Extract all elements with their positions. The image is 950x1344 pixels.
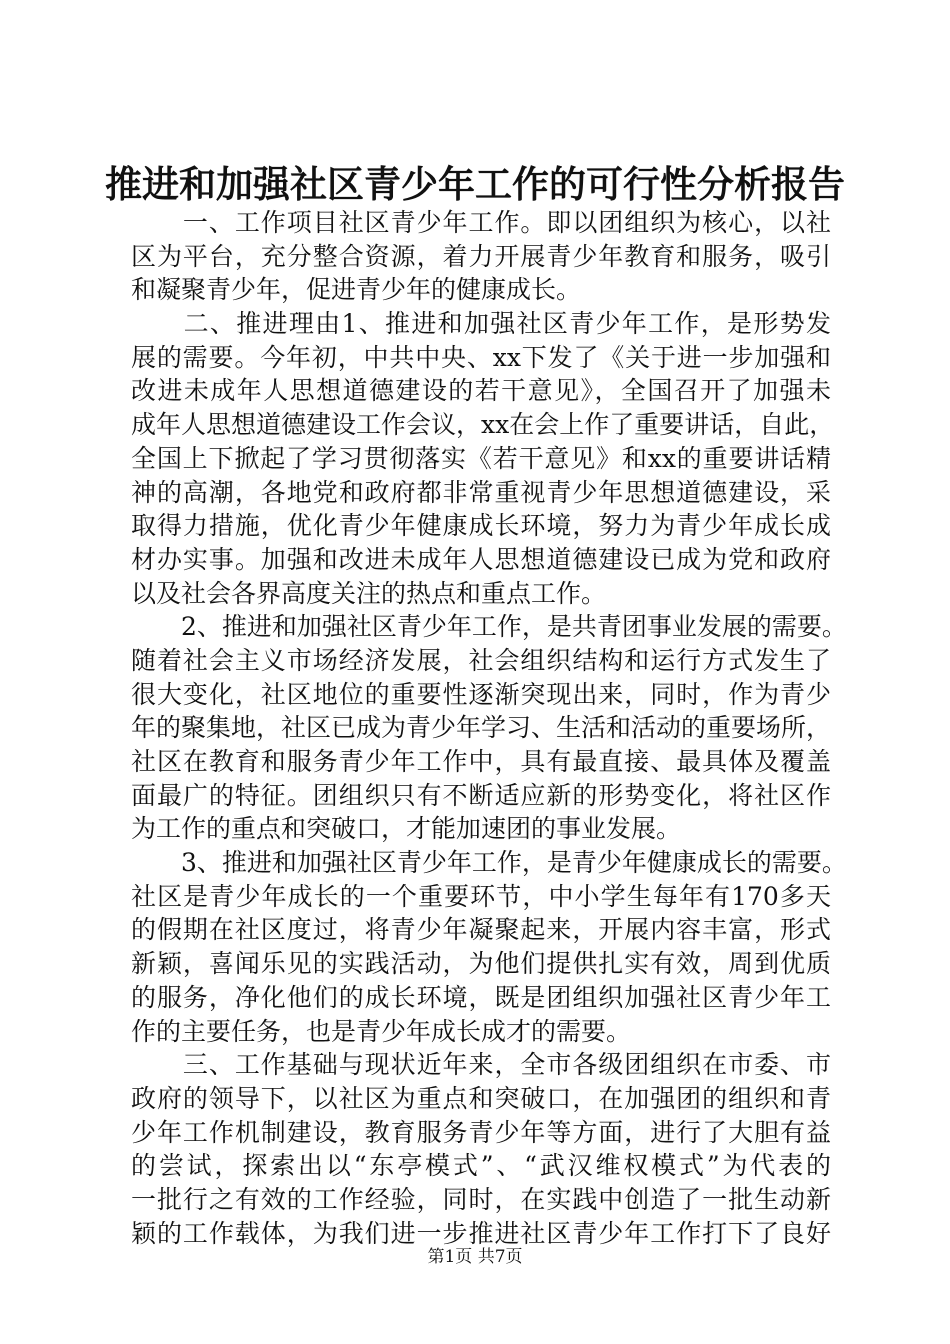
body-text-line: 社区是青少年成长的一个重要环节，中小学生每年有170多天	[131, 881, 831, 911]
body-text-line: 神的高潮，各地党和政府都非常重视青少年思想道德建设，采	[131, 477, 831, 507]
body-text-line: 区为平台，充分整合资源，着力开展青少年教育和服务，吸引	[131, 241, 831, 271]
body-text-line: 2、推进和加强社区青少年工作，是共青团事业发展的需要。	[131, 612, 847, 642]
document-body	[131, 206, 847, 1250]
body-text-line: 材办实事。加强和改进未成年人思想道德建设已成为党和政府	[131, 544, 831, 574]
page-number-footer: 第1页 共7页	[427, 1247, 523, 1267]
body-text-line: 的尝试，探索出以“东亭模式”、“武汉维权模式”为代表的	[131, 1151, 831, 1181]
body-text-line: 政府的领导下，以社区为重点和突破口，在加强团的组织和青	[131, 1083, 831, 1113]
body-text-line: 社区在教育和服务青少年工作中，具有最直接、最具体及覆盖	[131, 747, 831, 776]
body-text-line: 随着社会主义市场经济发展，社会组织结构和运行方式发生了	[131, 645, 831, 675]
body-text-line: 以及社会各界高度关注的热点和重点工作。	[131, 578, 607, 608]
body-text-line: 的假期在社区度过，将青少年凝聚起来，开展内容丰富，形式	[131, 915, 831, 945]
body-text-line: 一批行之有效的工作经验，同时，在实践中创造了一批生动新	[131, 1184, 831, 1214]
body-text-line: 取得力措施，优化青少年健康成长环境，努力为青少年成长成	[131, 511, 831, 541]
body-text-line: 为工作的重点和突破口，才能加速团的事业发展。	[131, 814, 682, 844]
body-text-line: 的服务，净化他们的成长环境，既是团组织加强社区青少年工	[131, 982, 831, 1012]
body-text-line: 成年人思想道德建设工作会议，xx在会上作了重要讲话，自此，	[131, 410, 835, 440]
body-text-line: 全国上下掀起了学习贯彻落实《若干意见》和xx的重要讲话精	[131, 443, 831, 473]
body-text-line: 一、工作项目社区青少年工作。即以团组织为核心，以社	[131, 208, 831, 237]
body-text-line: 很大变化，社区地位的重要性逐渐突现出来，同时，作为青少	[131, 679, 831, 709]
body-text-line: 三、工作基础与现状近年来，全市各级团组织在市委、市	[131, 1050, 831, 1080]
body-text-line: 作的主要任务，也是青少年成长成才的需要。	[131, 1016, 632, 1046]
body-text-line: 新颖，喜闻乐见的实践活动，为他们提供扎实有效，周到优质	[131, 949, 831, 979]
body-text-line: 和凝聚青少年，促进青少年的健康成长。	[131, 275, 582, 305]
body-text-line: 面最广的特征。团组织只有不断适应新的形势变化，将社区作	[131, 780, 831, 810]
body-text-line: 年的聚集地，社区已成为青少年学习、生活和活动的重要场所，	[131, 713, 832, 743]
document-title: 推进和加强社区青少年工作的可行性分析报告	[105, 162, 845, 206]
body-text-line: 二、推进理由1、推进和加强社区青少年工作，是形势发	[131, 309, 831, 339]
body-text-line: 展的需要。今年初，中共中央、xx下发了《关于进一步加强和	[131, 342, 831, 372]
body-text-line: 改进未成年人思想道德建设的若干意见》，全国召开了加强未	[131, 376, 831, 406]
body-text-line: 3、推进和加强社区青少年工作，是青少年健康成长的需要。	[131, 848, 847, 878]
body-text-line: 颖的工作载体，为我们进一步推进社区青少年工作打下了良好	[131, 1218, 831, 1248]
body-text-line: 少年工作机制建设，教育服务青少年等方面，进行了大胆有益	[131, 1117, 831, 1147]
